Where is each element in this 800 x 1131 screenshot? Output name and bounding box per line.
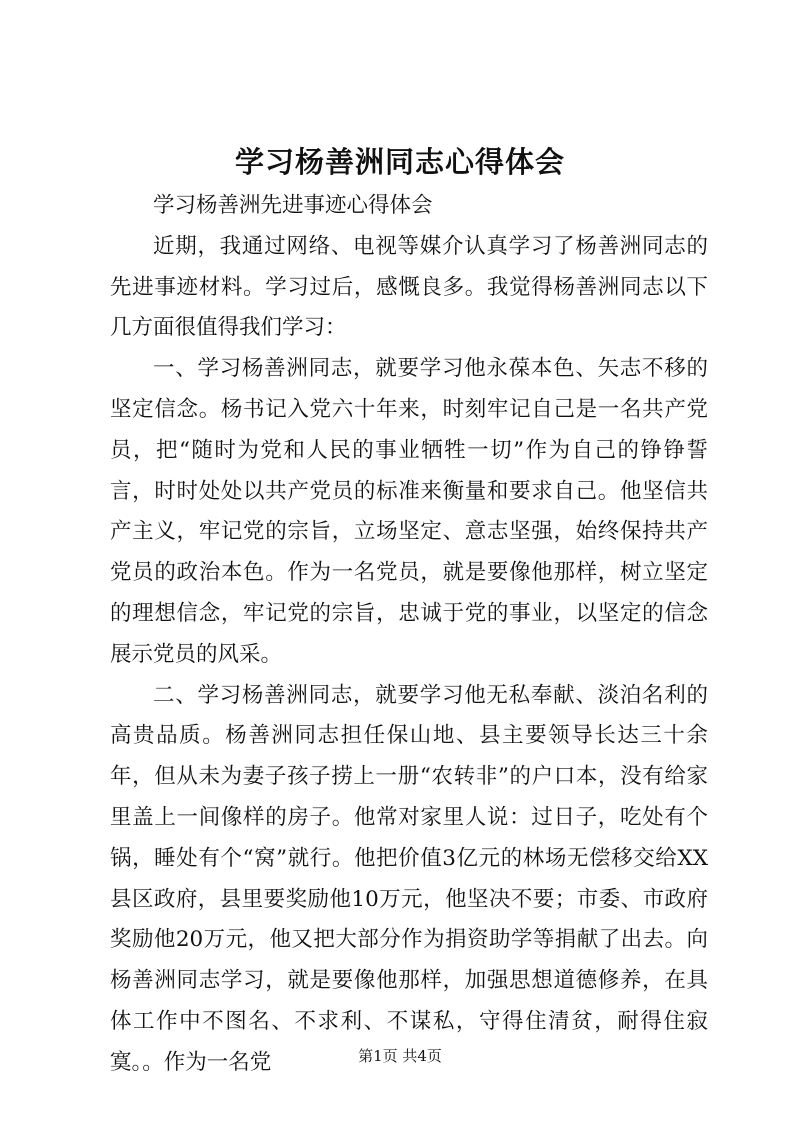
section-one-paragraph: 一、学习杨善洲同志，就要学习他永葆本色、矢志不移的坚定信念。杨书记入党六十年来，时刻牢记自己是一名共产党员，把“随时为党和人民的事业牺牲一切”作为自己的铮铮誓言，时时处处以共产党员的标准来衡量和要求自己。他坚信共产主义，牢记党的宗旨，立场坚定、意志坚强，始终保持共产党员的政治本色。作为一名党员，就是要像他那样，树立坚定的理想信念，牢记党的宗旨，忠诚于党的事业，以坚定的信念展示党员的风采。	[110, 356, 708, 667]
document-body	[110, 186, 708, 1084]
subtitle-paragraph: 学习杨善洲先进事迹心得体会	[153, 193, 433, 218]
document-title: 学习杨善洲同志心得体会	[234, 145, 565, 179]
section-two-paragraph: 二、学习杨善洲同志，就要学习他无私奉献、淡泊名利的高贵品质。杨善洲同志担任保山地、县主要领导长达三十余年，但从未为妻子孩子捞上一册“农转非”的户口本，没有给家里盖上一间像样的房子。他常对家里人说：过日子，吃处有个锅，睡处有个“窝”就行。他把价值3亿元的林场无偿移交给XX县区政府，县里要奖励他10万元，他坚决不要；市委、市政府奖励他20万元，他又把大部分作为捐资助学等捐献了出去。向杨善洲同志学习，就是要像他那样，加强思想道德修养，在具体工作中不图名、不求利、不谋私，守得住清贫，耐得住寂寞。。作为一名党	[110, 682, 708, 1075]
page-footer: 第1页 共4页	[358, 1047, 442, 1065]
intro-paragraph: 近期，我通过网络、电视等媒介认真学习了杨善洲同志的先进事迹材料。学习过后，感慨良多。我觉得杨善洲同志以下几方面很值得我们学习：	[110, 233, 708, 341]
